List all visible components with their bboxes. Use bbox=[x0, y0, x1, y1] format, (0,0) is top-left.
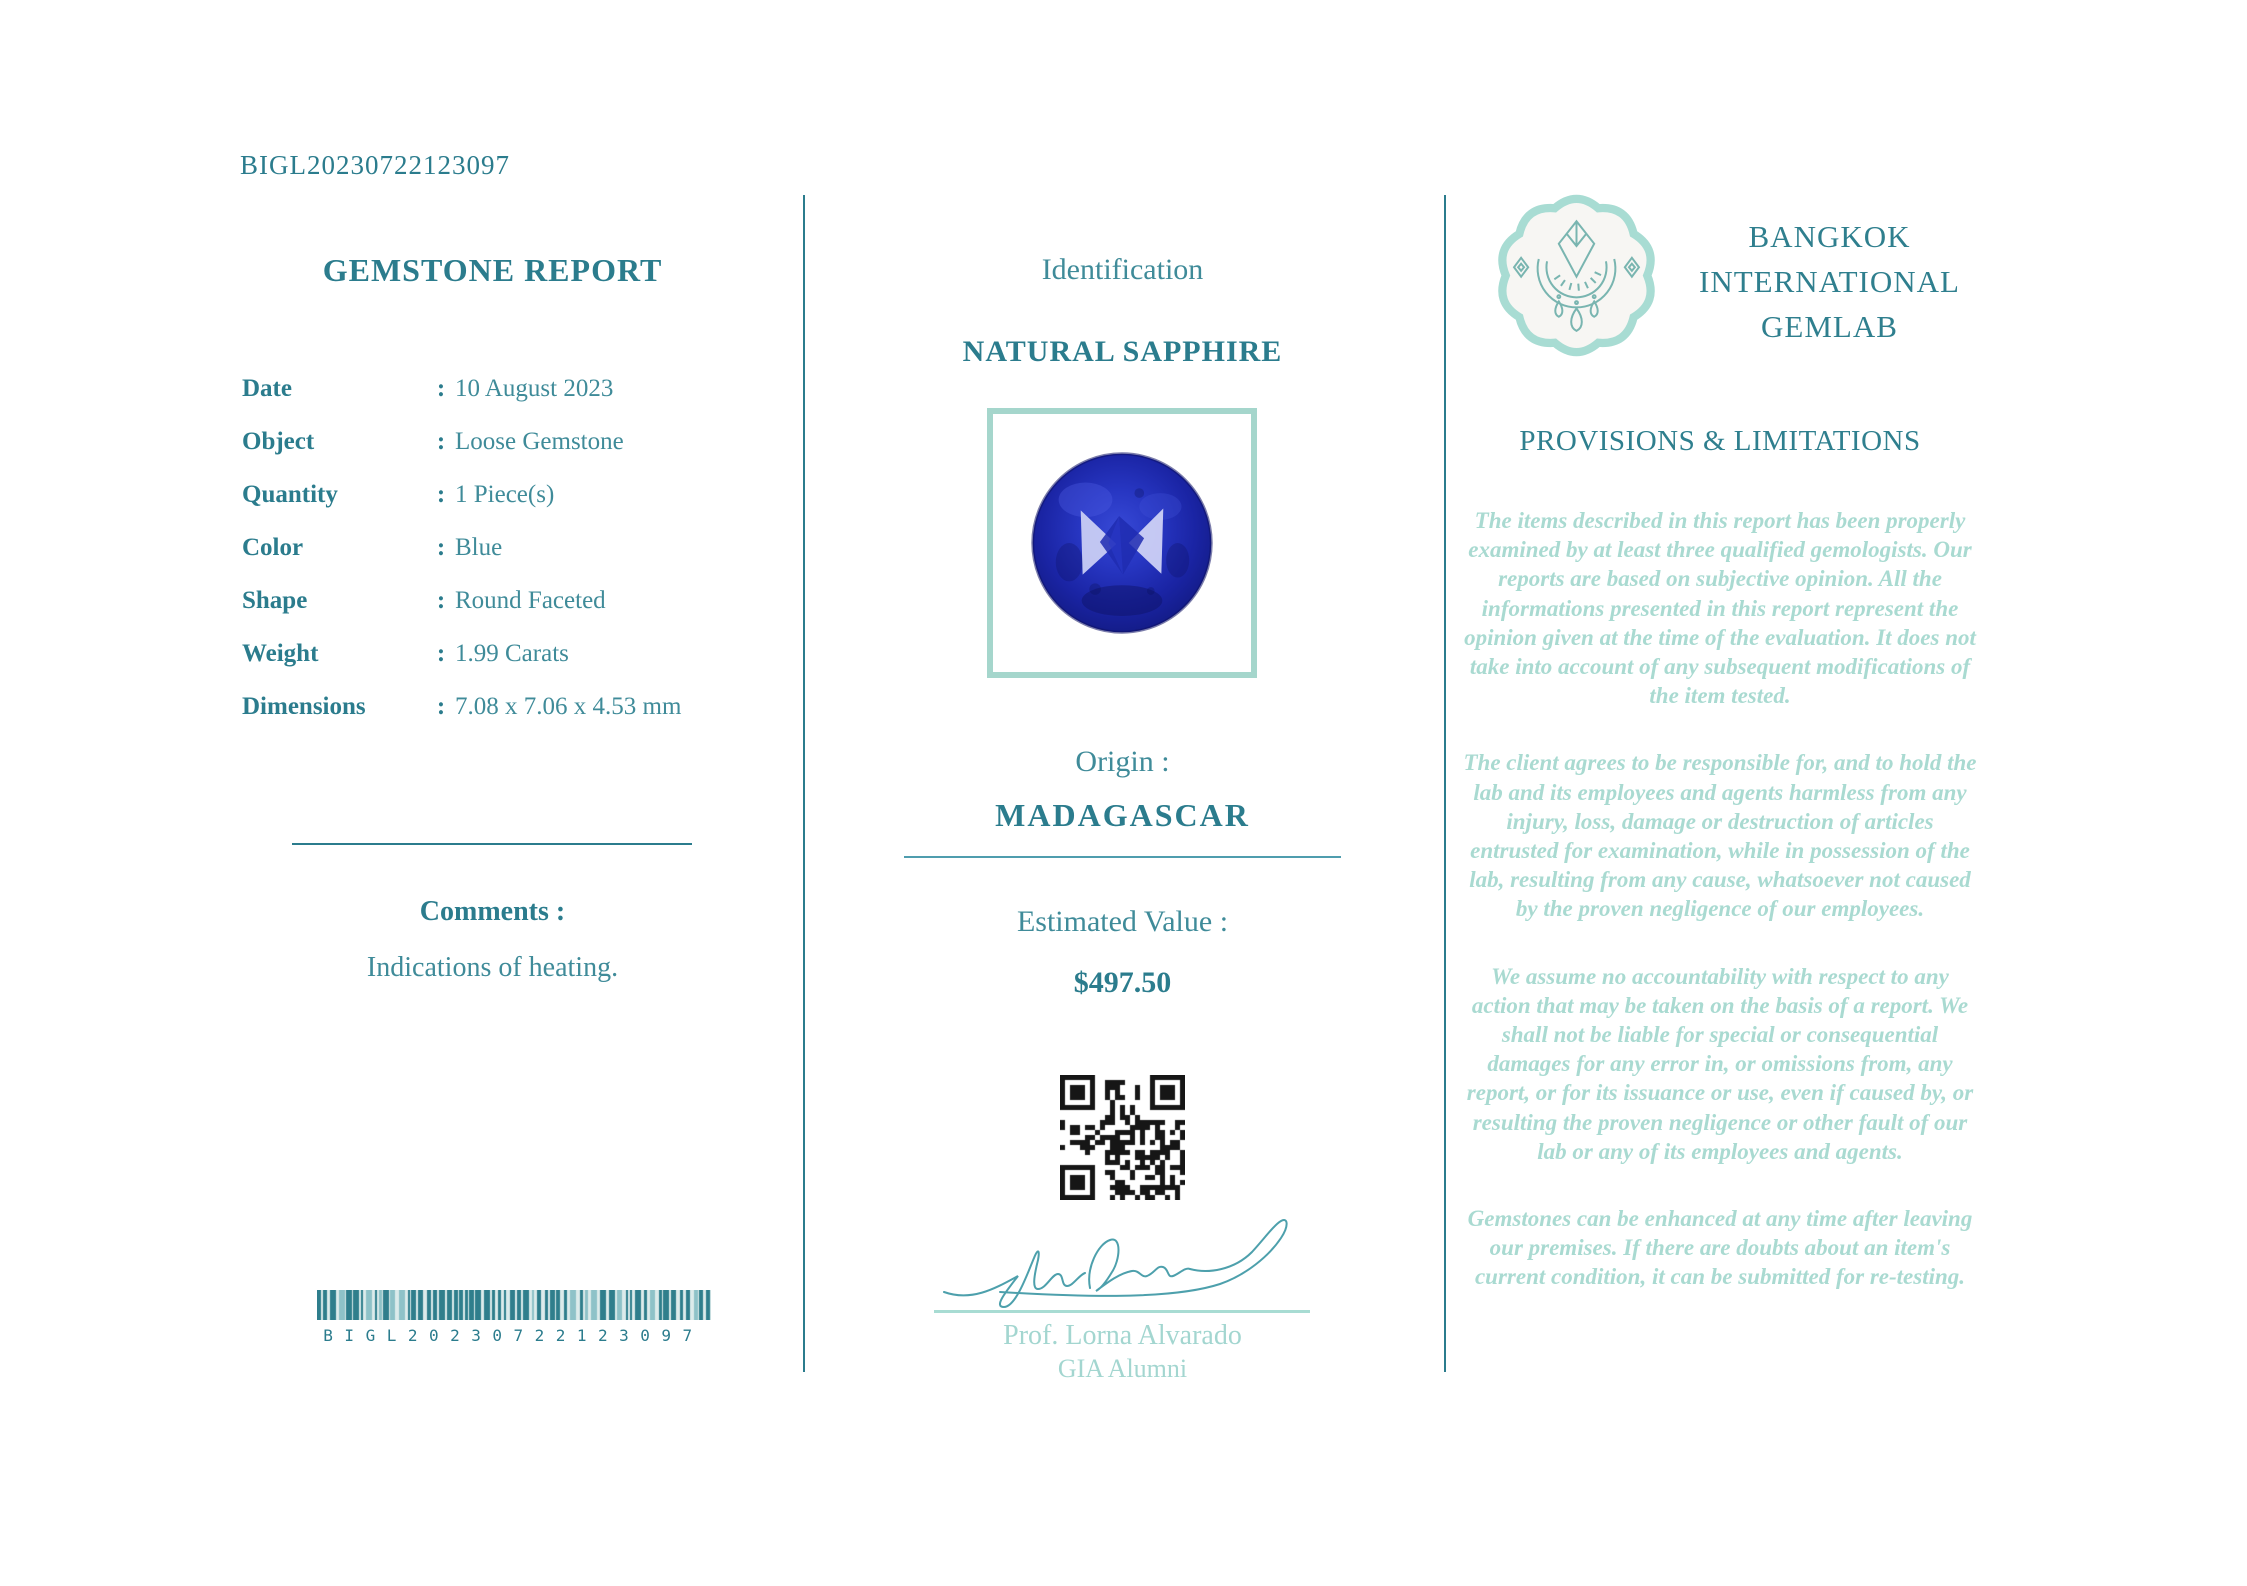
field-value: Loose Gemstone bbox=[455, 427, 624, 455]
field-colon: : bbox=[436, 692, 446, 720]
provision-paragraph: The items described in this report has been properly examined by at least three qualified gemologists. Our reports are based on subjective opinion. All the informations presented in this report represent the opinion given at the time of the evaluation. It does not take into account of any subsequent modifications of the item tested. bbox=[1464, 508, 1976, 709]
field-row-color bbox=[242, 521, 747, 574]
signature-line bbox=[934, 1310, 1310, 1313]
report-summary-column bbox=[240, 0, 745, 1586]
field-label: Object bbox=[242, 427, 315, 455]
estimated-value: $497.50 bbox=[1073, 966, 1172, 999]
provisions-paragraphs bbox=[1462, 506, 1978, 1330]
origin-label: Origin : bbox=[1075, 745, 1170, 778]
report-title: GEMSTONE REPORT bbox=[322, 252, 663, 288]
provision-paragraph: Gemstones can be enhanced at any time after leaving our premises. If there are doubts about an item's current condition, it can be submitted for re-testing. bbox=[1467, 1206, 1973, 1290]
identification-column bbox=[830, 0, 1415, 1586]
barcode bbox=[316, 1290, 711, 1345]
signer-name: Prof. Lorna Alvarado bbox=[1003, 1320, 1242, 1351]
gemstone-photo bbox=[987, 408, 1257, 678]
field-label: Dimensions bbox=[242, 692, 366, 720]
report-number: BIGL20230722123097 bbox=[240, 150, 510, 180]
field-colon: : bbox=[436, 480, 446, 508]
field-label: Date bbox=[242, 374, 292, 402]
field-label: Quantity bbox=[242, 480, 338, 508]
field-colon: : bbox=[436, 374, 446, 402]
barcode-bars bbox=[317, 1290, 711, 1320]
field-row-shape bbox=[242, 574, 747, 627]
provisions-title: PROVISIONS & LIMITATIONS bbox=[1519, 425, 1921, 457]
origin-value: MADAGASCAR bbox=[995, 797, 1250, 833]
sapphire-image bbox=[1026, 447, 1218, 639]
field-colon: : bbox=[436, 639, 446, 667]
column-divider bbox=[1444, 195, 1446, 1372]
field-row-dimensions bbox=[242, 680, 747, 733]
identification-result: NATURAL SAPPHIRE bbox=[962, 335, 1283, 368]
barcode-text: BIGL20230722123097 bbox=[323, 1326, 704, 1345]
field-label: Weight bbox=[242, 639, 319, 667]
field-label: Color bbox=[242, 533, 304, 561]
lab-logo-icon bbox=[1494, 193, 1659, 358]
lab-name: BANGKOK INTERNATIONAL GEMLAB bbox=[1699, 219, 1960, 344]
column-divider bbox=[803, 195, 805, 1372]
estimated-value-label: Estimated Value : bbox=[1016, 905, 1229, 938]
signer-title: GIA Alumni bbox=[1057, 1354, 1188, 1383]
field-colon: : bbox=[436, 586, 446, 614]
field-value: 7.08 x 7.06 x 4.53 mm bbox=[455, 692, 682, 720]
field-row-object bbox=[242, 415, 747, 468]
divider-line bbox=[292, 843, 692, 845]
field-row-quantity bbox=[242, 468, 747, 521]
comments-text: Indications of heating. bbox=[366, 952, 619, 983]
lab-provisions-column bbox=[1462, 0, 1978, 1586]
provision-paragraph: The client agrees to be responsible for, and to hold the lab and its employees and agents harmless from any injury, loss, damage or destruction of articles entrusted for examination, while in possession of the lab, resulting from any cause, whatsoever not caused by the proven negligence of our employees. bbox=[1463, 750, 1977, 922]
divider-line bbox=[904, 856, 1341, 858]
provision-paragraph: We assume no accountability with respect to any action that may be taken on the basis of a report. We shall not be liable for special or consequential damages for any error in, or omissions from, any report, or for its issuance or use, even if caused by, or resulting the proven negligence or other fault of our lab or any of its employees and agents. bbox=[1466, 963, 1974, 1164]
field-value: 1 Piece(s) bbox=[455, 480, 555, 508]
field-label: Shape bbox=[242, 586, 308, 614]
field-row-weight bbox=[242, 627, 747, 680]
field-value: 10 August 2023 bbox=[455, 374, 614, 402]
lab-header bbox=[1462, 193, 1978, 358]
field-colon: : bbox=[436, 533, 446, 561]
field-value: Round Faceted bbox=[455, 586, 606, 614]
qr-code bbox=[1060, 1075, 1185, 1200]
field-colon: : bbox=[436, 427, 446, 455]
identification-heading: Identification bbox=[1041, 253, 1204, 286]
field-row-date bbox=[242, 362, 747, 415]
signature bbox=[938, 1212, 1306, 1312]
field-value: 1.99 Carats bbox=[455, 639, 569, 667]
field-value: Blue bbox=[455, 533, 503, 561]
report-fields bbox=[242, 362, 747, 733]
comments-label: Comments : bbox=[419, 896, 566, 927]
